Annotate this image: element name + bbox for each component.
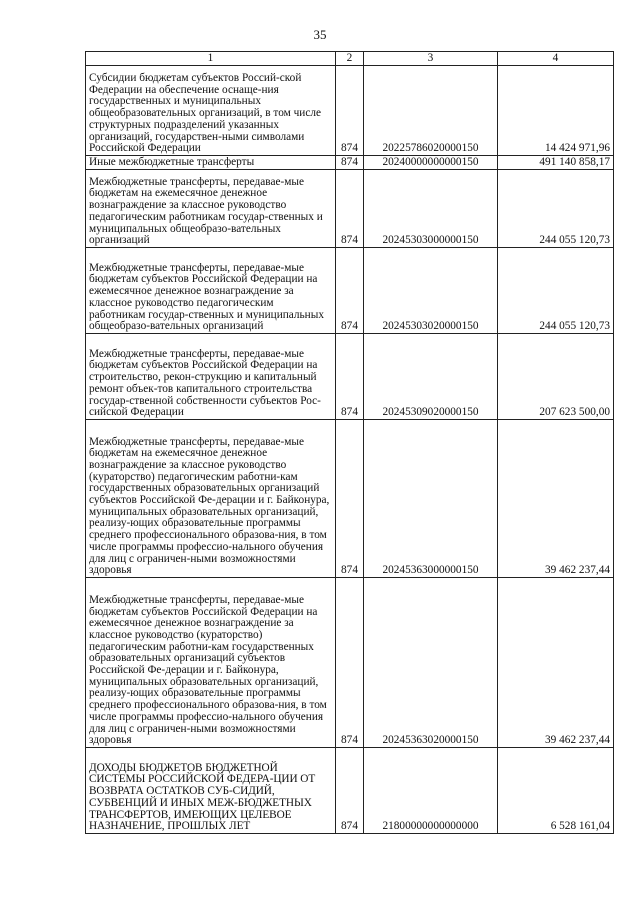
row-admin-code: 874 (336, 66, 364, 156)
table-row (86, 578, 614, 748)
row-budget-code: 20245363000000150 (364, 420, 498, 578)
row-admin-code: 874 (336, 420, 364, 578)
row-name: Субсидии бюджетам субъектов Россий-ской Федерации на обеспечение оснаще-ния государственных и муниципальных общеобразовательных организаций, в том числе структурных подразделений указанных организаций, государствен-ными символами Российской Федерации (86, 66, 336, 156)
row-budget-code: 20245303020000150 (364, 248, 498, 334)
table-row (86, 170, 614, 248)
row-amount: 491 140 858,17 (498, 156, 614, 170)
column-header-admin-code: 2 (336, 52, 364, 66)
table-header-row (86, 52, 614, 66)
row-amount: 14 424 971,96 (498, 66, 614, 156)
row-budget-code: 20240000000000150 (364, 156, 498, 170)
page-number: 35 (313, 27, 327, 42)
row-name: ДОХОДЫ БЮДЖЕТОВ БЮДЖЕТНОЙ СИСТЕМЫ РОССИЙСКОЙ ФЕДЕРА-ЦИИ ОТ ВОЗВРАТА ОСТАТКОВ СУБ-СИДИЙ, СУБВЕНЦИЙ И ИНЫХ МЕЖ-БЮДЖЕТНЫХ ТРАНСФЕРТОВ, ИМЕЮЩИХ ЦЕЛЕВОЕ НАЗНАЧЕНИЕ, ПРОШЛЫХ ЛЕТ (86, 748, 336, 834)
table-row (86, 420, 614, 578)
row-admin-code: 874 (336, 334, 364, 420)
row-admin-code: 874 (336, 748, 364, 834)
row-budget-code: 21800000000000000 (364, 748, 498, 834)
row-name: Иные межбюджетные трансферты (86, 156, 336, 170)
column-header-amount: 4 (498, 52, 614, 66)
budget-table (85, 51, 614, 834)
row-budget-code: 20245309020000150 (364, 334, 498, 420)
table-row (86, 334, 614, 420)
row-amount: 244 055 120,73 (498, 248, 614, 334)
row-amount: 207 623 500,00 (498, 334, 614, 420)
row-budget-code: 20245363020000150 (364, 578, 498, 748)
row-name: Межбюджетные трансферты, передавае-мые бюджетам субъектов Российской Федерации на ежемесячное денежное вознаграждение за классное руководство (кураторство) педагогическим работни-кам государственных образовательных организаций субъектов Российской Фе-дерации и г. Байконура, муниципальных образовательных организаций, реализу-ющих образовательные программы среднего профессионального образова-ния, в том числе программы профессио-нального обучения для лиц с ограничен-ными возможностями здоровья (86, 578, 336, 748)
row-admin-code: 874 (336, 248, 364, 334)
row-budget-code: 20245303000000150 (364, 170, 498, 248)
table-row (86, 66, 614, 156)
row-admin-code: 874 (336, 578, 364, 748)
row-amount: 39 462 237,44 (498, 420, 614, 578)
row-name: Межбюджетные трансферты, передавае-мые бюджетам субъектов Российской Федерации на строительство, рекон-струкцию и капитальный ремонт объек-тов капитального строительства государ-ственной собственности субъектов Рос-сийской Федерации (86, 334, 336, 420)
row-amount: 244 055 120,73 (498, 170, 614, 248)
row-name: Межбюджетные трансферты, передавае-мые бюджетам на ежемесячное денежное вознаграждение за классное руководство (кураторство) педагогическим работни-кам государственных образовательных организаций субъектов Российской Фе-дерации и г. Байконура, муниципальных образовательных организаций, реализу-ющих образовательные программы среднего профессионального образова-ния, в том числе программы профессио-нального обучения для лиц с ограничен-ными возможностями здоровья (86, 420, 336, 578)
table-row (86, 748, 614, 834)
row-budget-code: 20225786020000150 (364, 66, 498, 156)
table-row (86, 156, 614, 170)
row-name: Межбюджетные трансферты, передавае-мые бюджетам на ежемесячное денежное вознаграждение за классное руководство педагогическим работникам государ-ственных и муниципальных общеобразо-вательных организаций (86, 170, 336, 248)
row-amount: 39 462 237,44 (498, 578, 614, 748)
row-name: Межбюджетные трансферты, передавае-мые бюджетам субъектов Российской Федерации на ежемесячное денежное вознаграждение за классное руководство педагогическим работникам государ-ственных и муниципальных общеобразо-вательных организаций (86, 248, 336, 334)
column-header-name: 1 (86, 52, 336, 66)
table-row (86, 248, 614, 334)
column-header-budget-code: 3 (364, 52, 498, 66)
row-admin-code: 874 (336, 170, 364, 248)
row-admin-code: 874 (336, 156, 364, 170)
row-amount: 6 528 161,04 (498, 748, 614, 834)
